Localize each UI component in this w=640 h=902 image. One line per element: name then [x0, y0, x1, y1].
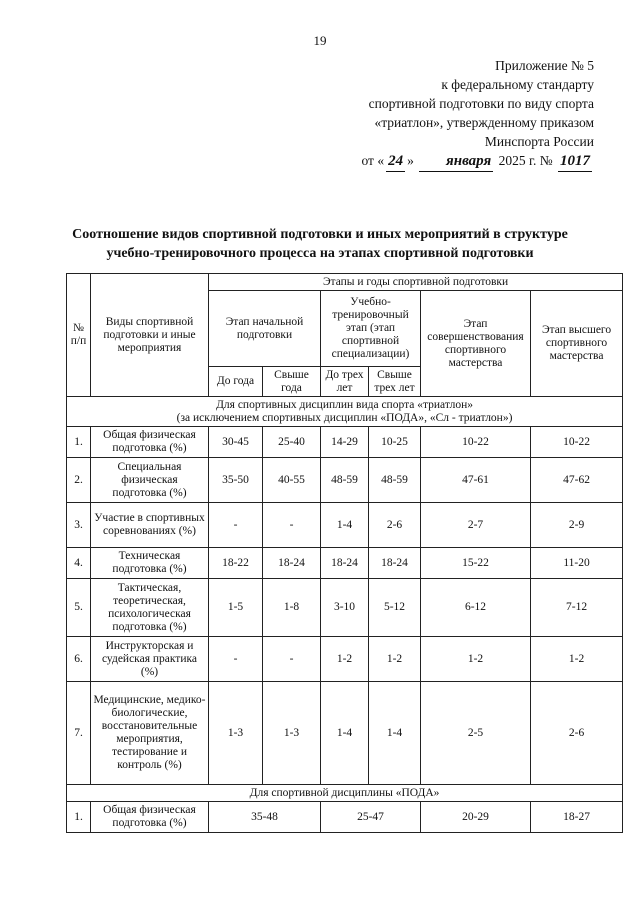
cell-value: 1-2 [369, 637, 421, 682]
cell-value: 10-25 [369, 427, 421, 458]
cell-value: 15-22 [421, 548, 531, 579]
cell-value: 18-24 [321, 548, 369, 579]
title-line: Соотношение видов спортивной подготовки и иных мероприятий в структуре [72, 227, 568, 242]
row-kind: Инструкторская и судейская практика (%) [91, 637, 209, 682]
row-kind: Техническая подготовка (%) [91, 548, 209, 579]
date-year: 2025 г. № [498, 153, 553, 168]
cell-value: 18-22 [209, 548, 263, 579]
cell-value: 48-59 [321, 458, 369, 503]
date-mid: » [407, 153, 414, 168]
row-number: 3. [67, 503, 91, 548]
table-row [67, 637, 623, 682]
cell-value: 1-2 [531, 637, 623, 682]
row-number: 2. [67, 458, 91, 503]
appendix-block [324, 56, 594, 172]
cell-value: 30-45 [209, 427, 263, 458]
cell-value: 47-62 [531, 458, 623, 503]
cell-value: 48-59 [369, 458, 421, 503]
table-row [67, 427, 623, 458]
row-number: 7. [67, 682, 91, 785]
header-kind: Виды спортивной подготовки и иные мероприятия [91, 274, 209, 397]
cell-value: 1-8 [263, 579, 321, 637]
appendix-line: Минспорта России [484, 134, 594, 149]
header-stage-highest: Этап высшего спортивного мастерства [531, 291, 623, 397]
header-over-three: Свыше трех лет [369, 367, 421, 397]
row-kind: Участие в спортивных соревнованиях (%) [91, 503, 209, 548]
header-num: № п/п [67, 274, 91, 397]
cell-value: 3-10 [321, 579, 369, 637]
cell-value: 20-29 [421, 802, 531, 833]
row-number: 1. [67, 427, 91, 458]
cell-value: 35-48 [209, 802, 321, 833]
row-kind: Тактическая, теоретическая, психологическая подготовка (%) [91, 579, 209, 637]
order-number: 1017 [558, 152, 592, 172]
cell-value: 2-9 [531, 503, 623, 548]
table-row [67, 548, 623, 579]
header-stage-improvement: Этап совершенствования спортивного мастерства [421, 291, 531, 397]
cell-value: - [209, 637, 263, 682]
cell-value: 2-6 [369, 503, 421, 548]
cell-value: 1-2 [421, 637, 531, 682]
row-kind: Общая физическая подготовка (%) [91, 427, 209, 458]
cell-value: 2-5 [421, 682, 531, 785]
cell-value: 1-4 [321, 503, 369, 548]
cell-value: 18-27 [531, 802, 623, 833]
group-header-triathlon [67, 397, 623, 427]
appendix-line: спортивной подготовки по виду спорта [368, 96, 594, 111]
cell-value: 7-12 [531, 579, 623, 637]
page-number: 19 [313, 33, 327, 48]
header-up-to-three: До трех лет [321, 367, 369, 397]
header-stage-initial: Этап начальной подготовки [209, 291, 321, 367]
cell-value: 18-24 [263, 548, 321, 579]
cell-value: 2-6 [531, 682, 623, 785]
cell-value: 2-7 [421, 503, 531, 548]
cell-value: 47-61 [421, 458, 531, 503]
appendix-line: к федеральному стандарту [441, 77, 594, 92]
row-number: 6. [67, 637, 91, 682]
cell-value: 10-22 [421, 427, 531, 458]
cell-value: 14-29 [321, 427, 369, 458]
appendix-line: Приложение № 5 [495, 58, 594, 73]
cell-value: 40-55 [263, 458, 321, 503]
training-ratio-table [66, 273, 623, 833]
cell-value: 1-4 [369, 682, 421, 785]
row-number: 1. [67, 802, 91, 833]
title-line: учебно-тренировочного процесса на этапах спортивной подготовки [106, 246, 534, 261]
group-line: Для спортивных дисциплин вида спорта «триатлон» [216, 398, 473, 411]
cell-value: 1-5 [209, 579, 263, 637]
cell-value: 35-50 [209, 458, 263, 503]
cell-value: 10-22 [531, 427, 623, 458]
table-row [67, 802, 623, 833]
row-number: 5. [67, 579, 91, 637]
appendix-line: «триатлон», утвержденному приказом [374, 115, 594, 130]
header-stage-training: Учебно-тренировочный этап (этап спортивной специализации) [321, 291, 421, 367]
cell-value: 18-24 [369, 548, 421, 579]
cell-value: 1-4 [321, 682, 369, 785]
header-up-to-year: До года [209, 367, 263, 397]
cell-value: 25-47 [321, 802, 421, 833]
cell-value: 11-20 [531, 548, 623, 579]
header-stages: Этапы и годы спортивной подготовки [209, 274, 623, 291]
cell-value: 6-12 [421, 579, 531, 637]
cell-value: 25-40 [263, 427, 321, 458]
order-date-line [324, 151, 594, 172]
row-kind: Специальная физическая подготовка (%) [91, 458, 209, 503]
cell-value: - [263, 637, 321, 682]
cell-value: - [209, 503, 263, 548]
document-title [30, 225, 610, 263]
date-prefix: от « [361, 153, 385, 168]
table-row [67, 503, 623, 548]
cell-value: - [263, 503, 321, 548]
group-line: (за исключением спортивных дисциплин «ПОДА», «Сл - триатлон») [176, 411, 513, 424]
cell-value: 5-12 [369, 579, 421, 637]
cell-value: 1-3 [209, 682, 263, 785]
table-row [67, 579, 623, 637]
table-row [67, 682, 623, 785]
table-row [67, 458, 623, 503]
date-month: января [419, 152, 493, 172]
header-over-year: Свыше года [263, 367, 321, 397]
date-day: 24 [386, 152, 405, 172]
row-kind: Общая физическая подготовка (%) [91, 802, 209, 833]
cell-value: 1-2 [321, 637, 369, 682]
row-number: 4. [67, 548, 91, 579]
row-kind: Медицинские, медико-биологические, восстановительные мероприятия, тестирование и контроль (%) [91, 682, 209, 785]
group-header-poda: Для спортивной дисциплины «ПОДА» [67, 785, 623, 802]
cell-value: 1-3 [263, 682, 321, 785]
